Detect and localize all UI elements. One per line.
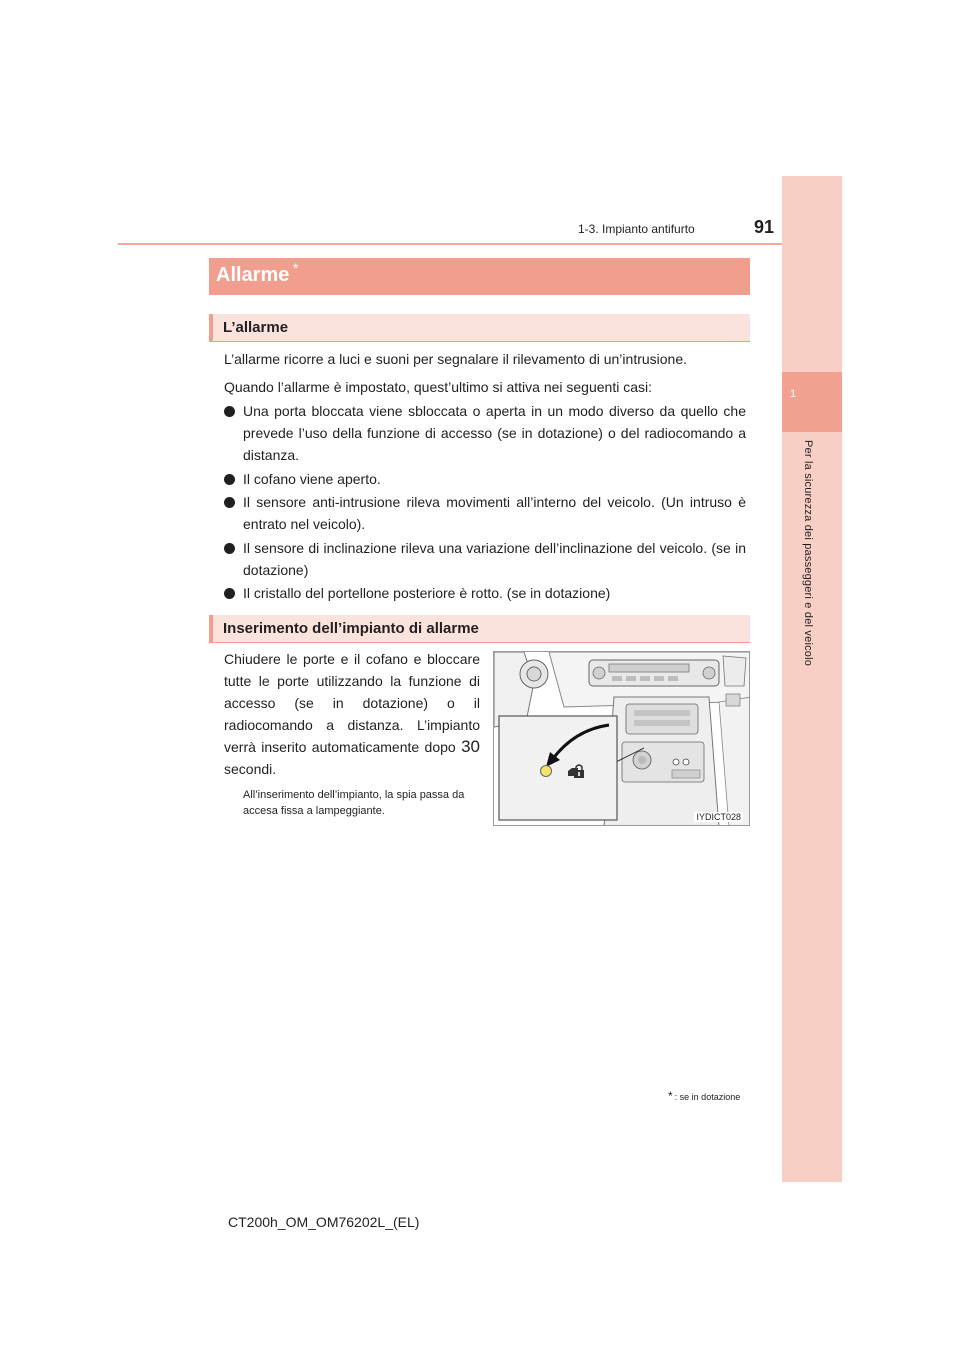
alarm-trigger-list <box>224 400 746 606</box>
manual-code: CT200h_OM_OM76202L_(EL) <box>228 1214 420 1230</box>
header-rule <box>118 243 840 245</box>
figure-code: IYDICT028 <box>696 812 741 822</box>
list-item: Il sensore anti-intrusione rileva movimenti all’interno del veicolo. (Un intruso è entrato nel veicolo). <box>224 491 746 535</box>
chapter-number-box <box>782 372 842 432</box>
dashboard-figure <box>493 651 750 826</box>
bullet-icon <box>224 497 235 508</box>
list-item: Il sensore di inclinazione rileva una variazione dell’inclinazione del veicolo. (se in dotazione) <box>224 537 746 581</box>
asterisk-icon: * <box>668 1089 673 1103</box>
page-number: 91 <box>754 217 775 237</box>
footnote: * : se in dotazione <box>668 1089 741 1103</box>
list-item: Il cristallo del portellone posteriore è rotto. (se in dotazione) <box>224 582 746 604</box>
arming-note: All’inserimento dell’impianto, la spia passa da accesa fissa a lampeggiante. <box>243 789 465 817</box>
arming-instructions: Chiudere le porte e il cofano e bloccare tutte le porte utilizzando la funzione di accesso (se in dotazione) o il radiocomando a distanza. L’impianto verrà inserito automaticamente dopo 30 secondi. <box>224 651 480 777</box>
main-heading-title: Allarme <box>216 264 290 286</box>
list-item: Una porta bloccata viene sbloccata o aperta in un modo diverso da quello che prevede l’uso della funzione di accesso (se in dotazione) o del radiocomando a distanza. <box>224 400 746 466</box>
alarm-lead-text: Quando l’allarme è impostato, quest’ultimo si attiva nei seguenti casi: <box>224 379 652 395</box>
bullet-icon <box>224 588 235 599</box>
chapter-number: 1 <box>790 388 797 400</box>
chapter-title: Per la sicurezza dei passeggeri e del veicolo <box>802 440 814 667</box>
bullet-icon <box>224 406 235 417</box>
bullet-icon <box>224 474 235 485</box>
list-item: Il cofano viene aperto. <box>224 468 746 490</box>
main-heading-asterisk: * <box>293 260 299 276</box>
section-reference: 1-3. Impianto antifurto <box>578 222 695 236</box>
alarm-intro-text: L’allarme ricorre a luci e suoni per segnalare il rilevamento di un’intrusione. <box>224 351 688 367</box>
section-heading-arming: Inserimento dell’impianto di allarme <box>209 615 750 643</box>
main-heading <box>209 258 750 295</box>
section-heading-alarm: L’allarme <box>209 314 750 342</box>
bullet-icon <box>224 543 235 554</box>
dashboard-illustration <box>494 652 750 826</box>
